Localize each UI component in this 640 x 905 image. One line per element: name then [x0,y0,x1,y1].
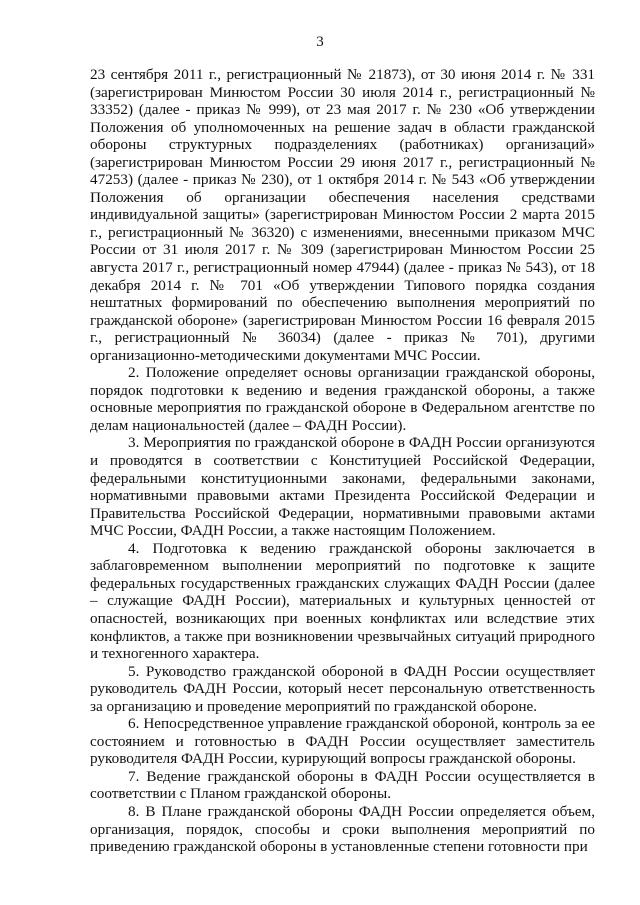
paragraph-3: 3. Мероприятия по гражданской обороне в ФАДН России организуются и проводятся в соответствии с Конституцией Российской Федерации, федеральными конституционными законами, федеральными законами, нормативными правовыми актами Президента Российской Федерации и Правительства Российской Федерации, нормативными правовыми актами МЧС России, ФАДН России, а также настоящим Положением. [90,434,595,540]
paragraph-continuation: 23 сентября 2011 г., регистрационный № 21873), от 30 июня 2014 г. № 331 (зарегистрирован Минюстом России 30 июля 2014 г., регистрационный № 33352) (далее - приказ № 999), от 23 мая 2017 г. № 230 «Об утверждении Положения об уполномоченных на решение задач в области гражданской обороны структурных подразделениях (работниках) организаций» (зарегистрирован Минюстом России 29 июня 2017 г., регистрационный № 47253) (далее - приказ № 230), от 1 октября 2014 г. № 543 «Об утверждении Положения об организации обеспечения населения средствами индивидуальной защиты» (зарегистрирован Минюстом России 2 марта 2015 г., регистрационный № 36320) с изменениями, внесенными приказом МЧС России от 31 июля 2017 г. № 309 (зарегистрирован Минюстом России 25 августа 2017 г., регистрационный номер 47944) (далее - приказ № 543), от 18 декабря 2014 г. № 701 «Об утверждении Типового порядка создания нештатных формирований по обеспечению выполнения мероприятий по гражданской обороне» (зарегистрирован Минюстом России 16 февраля 2015 г., регистрационный № 36034) (далее - приказ № 701), другими организационно-методическими документами МЧС России. [90,66,595,364]
document-body [90,66,595,856]
paragraph-8: 8. В Плане гражданской обороны ФАДН России определяется объем, организация, порядок, способы и сроки выполнения мероприятий по приведению гражданской обороны в установленные степени готовности при [90,802,595,856]
page-number: 3 [316,34,324,50]
paragraph-6: 6. Непосредственное управление гражданской обороной, контроль за ее состоянием и готовностью в ФАДН России осуществляет заместитель руководителя ФАДН России, курирующий вопросы гражданской обороны. [90,715,595,768]
paragraph-5: 5. Руководство гражданской обороной в ФАДН России осуществляет руководитель ФАДН России, который несет персональную ответственность за организацию и проведение мероприятий по гражданской обороне. [90,662,595,715]
paragraph-7: 7. Ведение гражданской обороны в ФАДН России осуществляется в соответствии с Планом гражданской обороны. [90,767,595,803]
paragraph-2: 2. Положение определяет основы организации гражданской обороны, порядок подготовки к ведению и ведения гражданской обороны, а также основные мероприятия по гражданской обороне в Федеральном агентстве по делам национальностей (далее – ФАДН России). [90,364,595,434]
paragraph-4: 4. Подготовка к ведению гражданской обороны заключается в заблаговременном выполнении мероприятий по подготовке к защите федеральных государственных гражданских служащих ФАДН России (далее – служащие ФАДН России), материальных и культурных ценностей от опасностей, возникающих при военных конфликтах или вследствие этих конфликтов, а также при возникновении чрезвычайных ситуаций природного и техногенного характера. [90,539,595,663]
